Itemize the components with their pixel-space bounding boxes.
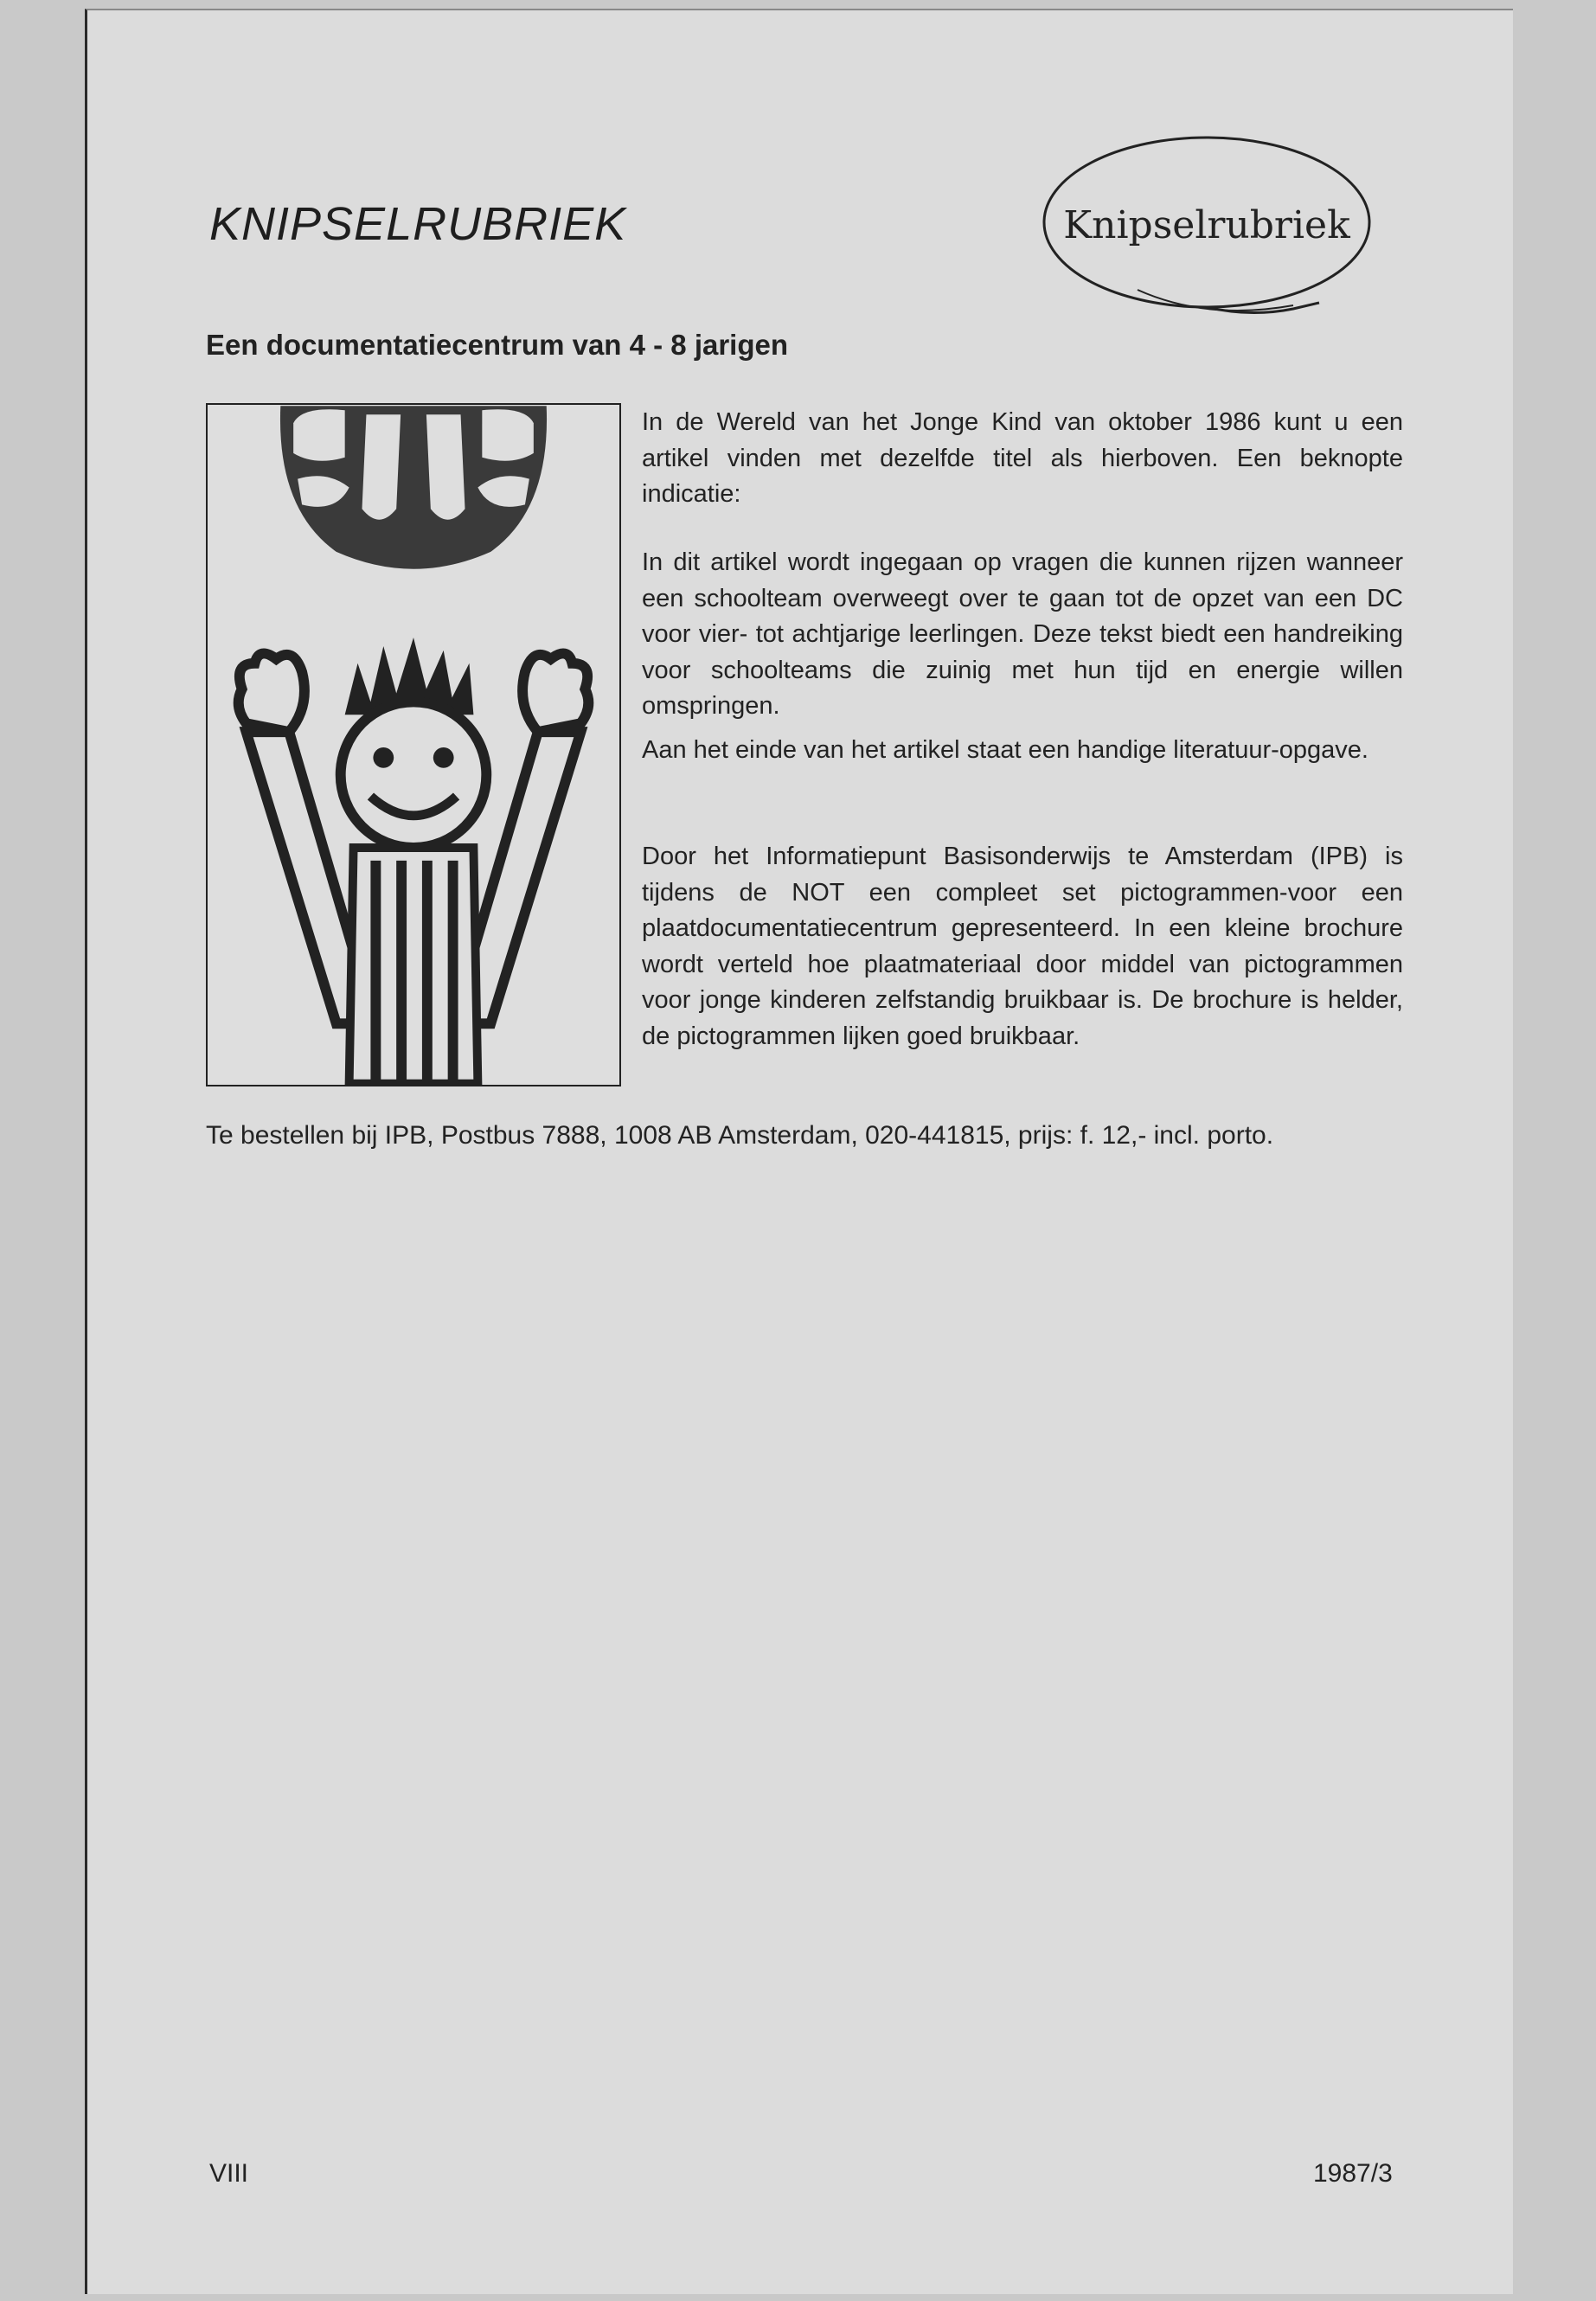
page-number: VIII xyxy=(209,2159,249,2188)
article-paragraph-ipb: Door het Informatiepunt Basisonderwijs te Amsterdam (IPB) is tijdens de NOT een compleet set pictogrammen-voor een plaatdocumentatiecentrum gepresenteerd. In een kleine brochure wordt verteld hoe plaatmateriaal door middel van pictogrammen voor jonge kinderen zelfstandig bruikbaar is. De brochure is helder, de pictogrammen lijken goed bruikbaar. xyxy=(642,843,1403,1050)
child-pictogram-icon xyxy=(208,405,619,1085)
child-pictogram xyxy=(206,403,621,1086)
article-paragraph-intro: In de Wereld van het Jonge Kind van oktober 1986 kunt u een artikel vinden met dezelfde titel als hierboven. Een beknopte indicatie: xyxy=(642,408,1403,508)
article-paragraph-summary: In dit artikel wordt ingegaan op vragen die kunnen rijzen wanneer een schoolteam overweegt over te gaan tot de opzet van een DC voor vier- tot achtjarige leerlingen. Deze tekst biedt een handreiking voor schoolteams die zuinig met hun tijd en energie willen omspringen. xyxy=(642,548,1403,720)
order-info: Te bestellen bij IPB, Postbus 7888, 1008 AB Amsterdam, 020-441815, prijs: f. 12,- incl. porto. xyxy=(206,1121,1274,1150)
knipselrubriek-logo xyxy=(1034,125,1380,324)
article-paragraph-literature: Aan het einde van het artikel staat een handige literatuur-opgave. xyxy=(642,736,1368,764)
page-title: KNIPSELRUBRIEK xyxy=(209,198,627,250)
article-subtitle: Een documentatiecentrum van 4 - 8 jarigen xyxy=(206,329,789,361)
issue-number: 1987/3 xyxy=(1313,2159,1393,2188)
logo-text: Knipselrubriek xyxy=(1063,203,1350,247)
